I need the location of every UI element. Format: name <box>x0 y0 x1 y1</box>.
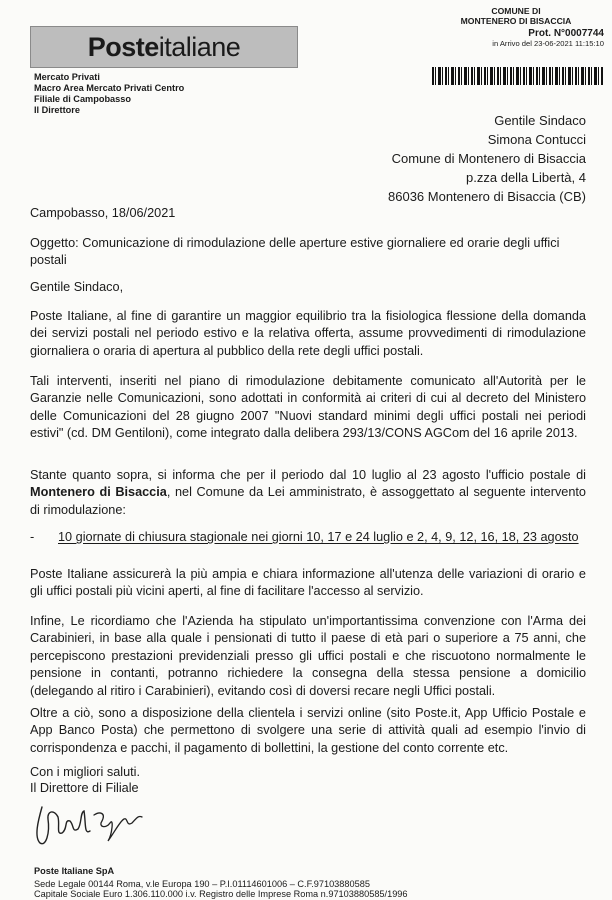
addressee-line-2: Simona Contucci <box>487 132 586 147</box>
paragraph-4: Poste Italiane assicurerà la più ampia e chiara informazione all'utenza delle variazioni di orario e gli uffici postali più vicini aperti, al fine di facilitare l'accesso al servizio. <box>30 567 586 599</box>
office-name: Montenero di Bisaccia <box>30 485 167 500</box>
stamp-protocol: Prot. N°0007744 <box>528 28 604 39</box>
greeting: Gentile Sindaco, <box>30 280 124 294</box>
sender-line-3: Filiale di Campobasso <box>34 94 132 104</box>
paragraph-3 <box>30 467 586 519</box>
closing: Con i migliori saluti. <box>30 765 140 779</box>
stamp-line-2: MONTENERO DI BISACCIA <box>460 16 572 26</box>
paragraph-6: Oltre a ciò, sono a disposizione della clientela i servizi online (sito Poste.it, App Ufficio Postale e App Banco Posta) che permettono di svolgere una serie di attività quali ad esempio l'invio di corrispondenza e pacchi, il pagamento di bollettini, la gestione del conto corrente etc. <box>30 706 586 755</box>
stamp-arrival: in Arrivo del 23-06-2021 11:15:10 <box>492 39 604 48</box>
addressee-line-5: 86036 Montenero di Bisaccia (CB) <box>388 189 586 204</box>
handwritten-signature <box>28 795 148 855</box>
logo-text-normal: italiane <box>158 31 241 62</box>
sender-line-1: Mercato Privati <box>34 72 100 82</box>
footer-line-1: Sede Legale 00144 Roma, v.le Europa 190 – P.I.01114601006 – C.F.97103880585 <box>34 879 370 889</box>
bullet-dash: - <box>30 530 35 544</box>
addressee-block <box>388 111 586 206</box>
protocol-stamp <box>428 6 604 49</box>
logo-text-bold: Poste <box>87 31 159 62</box>
footer-line-2: Capitale Sociale Euro 1.306.110.000 i.v. Registro delle Imprese Roma n.97103880585/1996 <box>34 889 408 899</box>
poste-italiane-logo <box>30 26 298 68</box>
addressee-line-3: Comune di Montenero di Bisaccia <box>391 151 586 166</box>
sender-line-2: Macro Area Mercato Privati Centro <box>34 83 185 93</box>
paragraph-2: Tali interventi, inseriti nel piano di rimodulazione debitamente comunicato all'Autorità per le Garanzie nelle Comunicazioni, sono adottati in conformità ai criteri di cui al decreto del Ministero delle Comunicazioni del 28 giugno 2007 "Nuovi standard minimi degli uffici postali nei periodi estivi" (cd. DM Gentiloni), come integrato dalla delibera 293/13/CONS AGCom del 16 aprile 2013. <box>30 374 586 441</box>
signer-title: Il Direttore di Filiale <box>30 781 139 795</box>
sender-line-4: Il Direttore <box>34 105 80 115</box>
paragraph-3-start: Stante quanto sopra, si informa che per il periodo dal 10 luglio al 23 agosto l'ufficio postale di <box>30 468 586 482</box>
place-date: Campobasso, 18/06/2021 <box>30 206 176 220</box>
paragraph-1: Poste Italiane, al fine di garantire un maggior equilibrio tra la fisiologica flessione della domanda dei servizi postali nel periodo estivo e la relativa offerta, assume provvedimenti di rimodulazione giornaliera o oraria di apertura al pubblico della rete degli uffici postali. <box>30 309 586 358</box>
footer-company: Poste Italiane SpA <box>34 866 115 876</box>
addressee-line-1: Gentile Sindaco <box>494 113 586 128</box>
barcode <box>432 67 604 85</box>
addressee-line-4: p.zza della Libertà, 4 <box>466 170 586 185</box>
closure-days-text: 10 giornate di chiusura stagionale nei giorni 10, 17 e 24 luglio e 2, 4, 9, 12, 16, 18, 23 agosto <box>58 530 579 544</box>
subject: Oggetto: Comunicazione di rimodulazione delle aperture estive giornaliere ed orarie degli uffici postali <box>30 236 560 268</box>
stamp-line-1: COMUNE DI <box>491 6 541 16</box>
paragraph-3-end: , nel Comune da Lei amministrato, è assoggettato al seguente intervento di rimodulazione: <box>30 485 586 517</box>
paragraph-5: Infine, Le ricordiamo che l'Azienda ha stipulato un'importantissima convenzione con l'Arma dei Carabinieri, in base alla quale i pensionati di tutto il paese di età pari o superiore a 75 anni, che percepiscono prestazioni previdenziali presso gli uffici postali e che riscuotono normalmente le pensione in contanti, potranno richiedere la consegna della stessa pensione a domicilio (delegando al ritiro i Carabinieri), evitando così di doversi recare negli Uffici postali. <box>30 614 586 698</box>
